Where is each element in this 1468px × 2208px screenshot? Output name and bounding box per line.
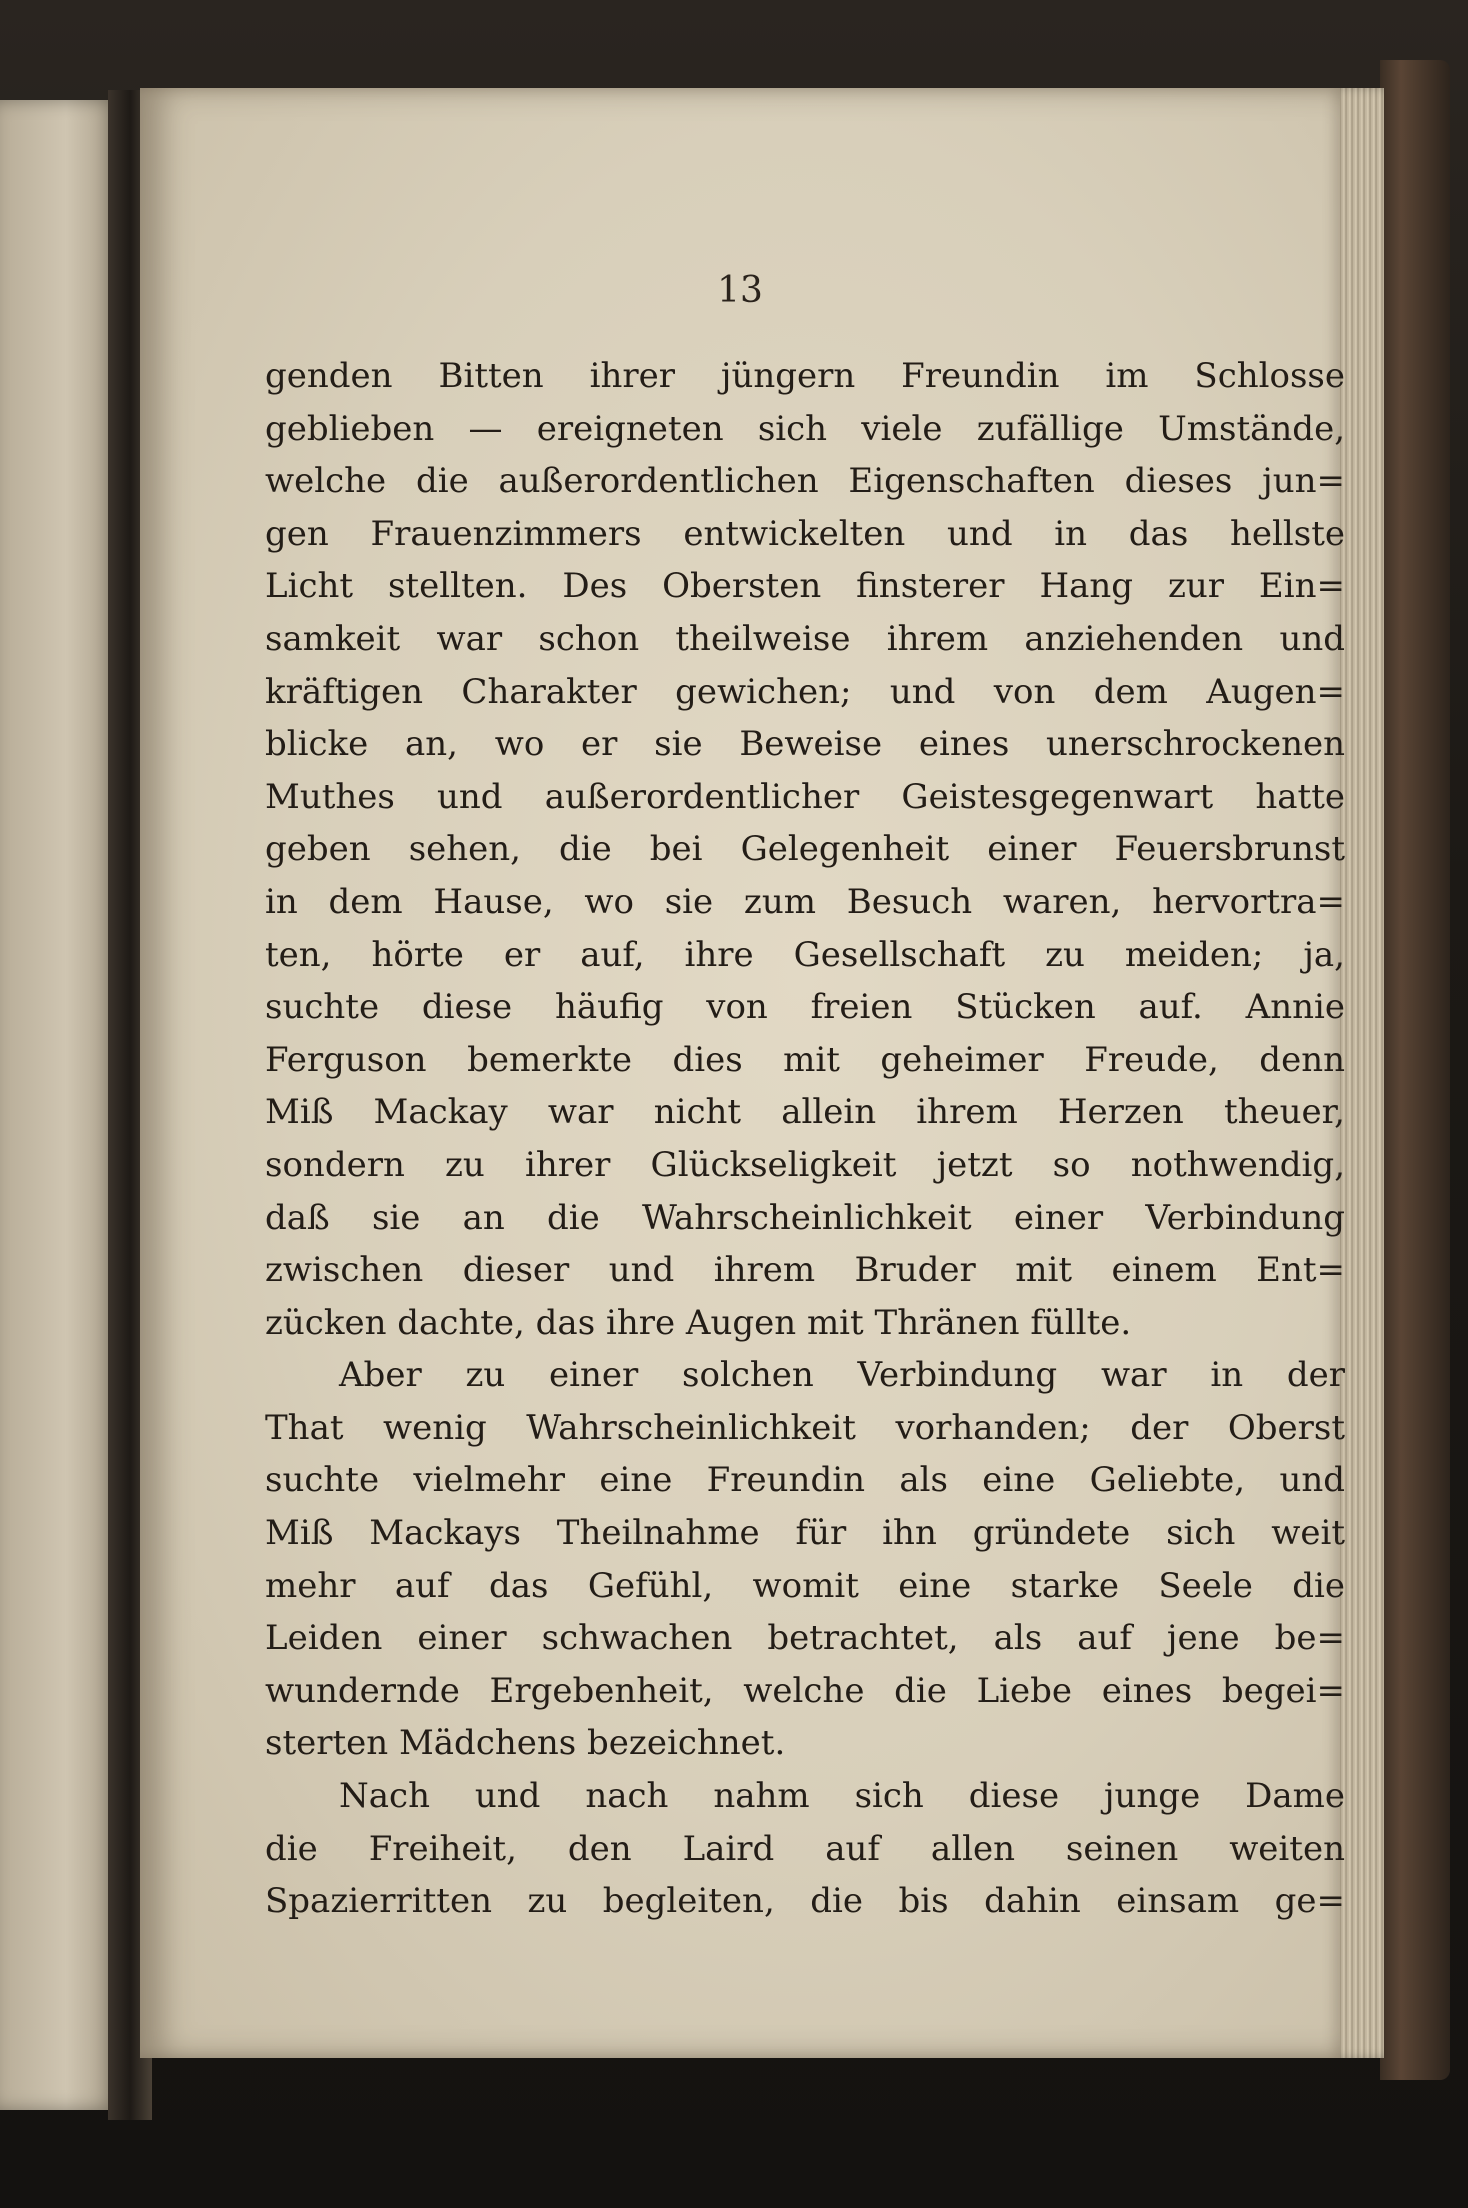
text-line: suchte vielmehr eine Freundin als eine Geliebte, und [265,1460,1345,1501]
text-line: Aber zu einer solchen Verbindung war in der [339,1355,1345,1396]
left-facing-page-edge [0,100,120,2110]
text-line: Ferguson bemerkte dies mit geheimer Freude, denn [265,1039,1345,1080]
text-line: zücken dachte, das ihre Augen mit Thränen füllte. [265,1302,1132,1343]
text-line: daß sie an die Wahrscheinlichkeit einer Verbindung [265,1197,1345,1238]
text-line: Licht stellten. Des Obersten finsterer Hang zur Ein= [265,566,1345,607]
text-line: die Freiheit, den Laird auf allen seinen weiten [265,1828,1345,1869]
text-line: kräftigen Charakter gewichen; und von dem Augen= [265,671,1345,712]
text-line: mehr auf das Gefühl, womit eine starke Seele die [265,1565,1345,1606]
text-line: welche die außerordentlichen Eigenschaften dieses jun= [265,461,1345,502]
text-line: genden Bitten ihrer jüngern Freundin im Schlosse [265,356,1345,396]
text-line: samkeit war schon theilweise ihrem anziehenden und [265,618,1345,659]
text-line: Spazierritten zu begleiten, die bis dahin einsam ge= [265,1881,1345,1922]
text-line: in dem Hause, wo sie zum Besuch waren, hervortra= [265,881,1345,922]
page-text [265,350,1345,1928]
text-line: Muthes und außerordentlicher Geistesgegenwart hatte [265,776,1345,817]
text-line: Nach und nach nahm sich diese junge Dame [339,1776,1345,1817]
text-line: Miß Mackays Theilnahme für ihn gründete sich weit [265,1513,1345,1554]
text-line: Miß Mackay war nicht allein ihrem Herzen theuer, [265,1092,1345,1133]
text-line: sterten Mädchens bezeichnet. [265,1723,786,1764]
page-number: 13 [717,270,763,311]
text-line: suchte diese häufig von freien Stücken auf. Annie [265,987,1345,1028]
text-line: sondern zu ihrer Glückseligkeit jetzt so nothwendig, [265,1144,1345,1185]
text-line: Leiden einer schwachen betrachtet, als auf jene be= [265,1618,1345,1659]
text-line: zwischen dieser und ihrem Bruder mit einem Ent= [265,1250,1345,1291]
text-line: That wenig Wahrscheinlichkeit vorhanden; der Oberst [265,1407,1345,1448]
text-line: geblieben — ereigneten sich viele zufällige Umstände, [265,408,1345,449]
text-line: wundernde Ergebenheit, welche die Liebe eines begei= [265,1670,1345,1711]
book-cover-edge [1380,60,1450,2080]
text-line: ten, hörte er auf, ihre Gesellschaft zu meiden; ja, [265,934,1345,975]
text-line: gen Frauenzimmers entwickelten und in das hellste [265,513,1345,554]
text-line: blicke an, wo er sie Beweise eines unerschrockenen [265,724,1345,765]
text-line: geben sehen, die bei Gelegenheit einer Feuersbrunst [265,829,1345,870]
book-page [140,88,1345,2058]
